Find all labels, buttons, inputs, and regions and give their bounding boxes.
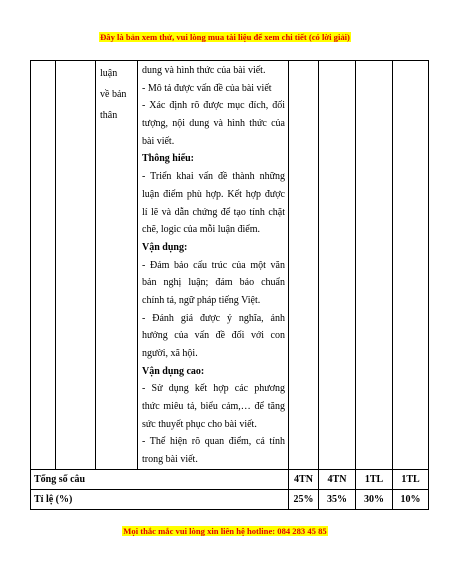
total-value: 4TN: [319, 469, 356, 489]
requirement-line: - Đánh giá được ý nghĩa, ảnh: [142, 312, 285, 324]
level-cell-1: [289, 61, 319, 470]
preview-banner: [0, 27, 450, 45]
total-row: [31, 469, 429, 489]
lesson-cell: [96, 61, 138, 470]
requirement-line: hưởng của vấn đề đối với con: [142, 330, 285, 342]
ratio-value: 25%: [289, 489, 319, 509]
index-cell: [31, 61, 56, 470]
requirement-line: - Sử dụng kết hợp các phương: [142, 383, 285, 395]
ratio-label: Tỉ lệ (%): [31, 489, 289, 509]
requirement-line: - Triển khai vấn đề thành những: [142, 171, 285, 183]
requirement-cell: [138, 61, 289, 470]
section-heading: Vận dụng cao:: [142, 365, 205, 377]
total-value: 1TL: [393, 469, 429, 489]
level-cell-3: [356, 61, 393, 470]
requirement-line: bản nghị luận; đảm bảo chuẩn: [142, 277, 285, 289]
lesson-line: luận: [100, 68, 118, 79]
total-label: Tổng số câu: [31, 469, 289, 489]
requirement-line: - Xác định rõ được mục đích, đối: [142, 100, 285, 112]
requirement-line: dung và hình thức của bài viết.: [142, 65, 266, 76]
requirement-line: chính tả, ngữ pháp tiếng Việt.: [142, 294, 261, 306]
requirement-line: bài viết.: [142, 135, 175, 147]
total-value: 1TL: [356, 469, 393, 489]
matrix-table: [30, 60, 429, 510]
total-value: 4TN: [289, 469, 319, 489]
requirement-line: - Đảm bảo cấu trúc của một văn: [142, 259, 285, 271]
level-cell-2: [319, 61, 356, 470]
ratio-value: 10%: [393, 489, 429, 509]
level-cell-4: [393, 61, 429, 470]
requirement-line: người, xã hội.: [142, 348, 198, 359]
requirement-line: luận điểm phù hợp. Kết hợp được: [142, 188, 285, 200]
requirement-line: sức thuyết phục cho bài viết.: [142, 418, 257, 430]
ratio-value: 35%: [319, 489, 356, 509]
ratio-value: 30%: [356, 489, 393, 509]
ratio-row: [31, 489, 429, 509]
hotline-banner: [0, 521, 450, 539]
requirement-line: - Thể hiện rõ quan điểm, cá tính: [142, 436, 285, 448]
requirement-line: - Mô tả được vấn đề của bài viết: [142, 82, 272, 94]
requirement-text: [138, 61, 288, 469]
lesson-line: về bản: [100, 89, 127, 100]
requirement-line: trong bài viết.: [142, 454, 198, 466]
section-heading: Thông hiểu:: [142, 153, 194, 165]
content-row: [31, 61, 429, 470]
lesson-line: thân: [100, 110, 118, 121]
requirement-line: lí lẽ và dẫn chứng để tạo tính chặt: [142, 206, 285, 218]
hotline-text: Mọi thắc mắc vui lòng xin liên hệ hotline: 084 283 45 85: [123, 526, 327, 536]
requirement-line: tượng, nội dung và hình thức của: [142, 118, 285, 130]
requirement-line: chẽ, logic của mỗi luận điểm.: [142, 224, 261, 236]
requirement-line: thức miêu tả, biểu cảm,… để tăng: [142, 401, 285, 413]
section-heading: Vận dụng:: [142, 241, 188, 253]
topic-cell: [56, 61, 96, 470]
preview-banner-text: Đây là bản xem thử, vui lòng mua tài liệu để xem chi tiết (có lời giải): [100, 32, 350, 42]
